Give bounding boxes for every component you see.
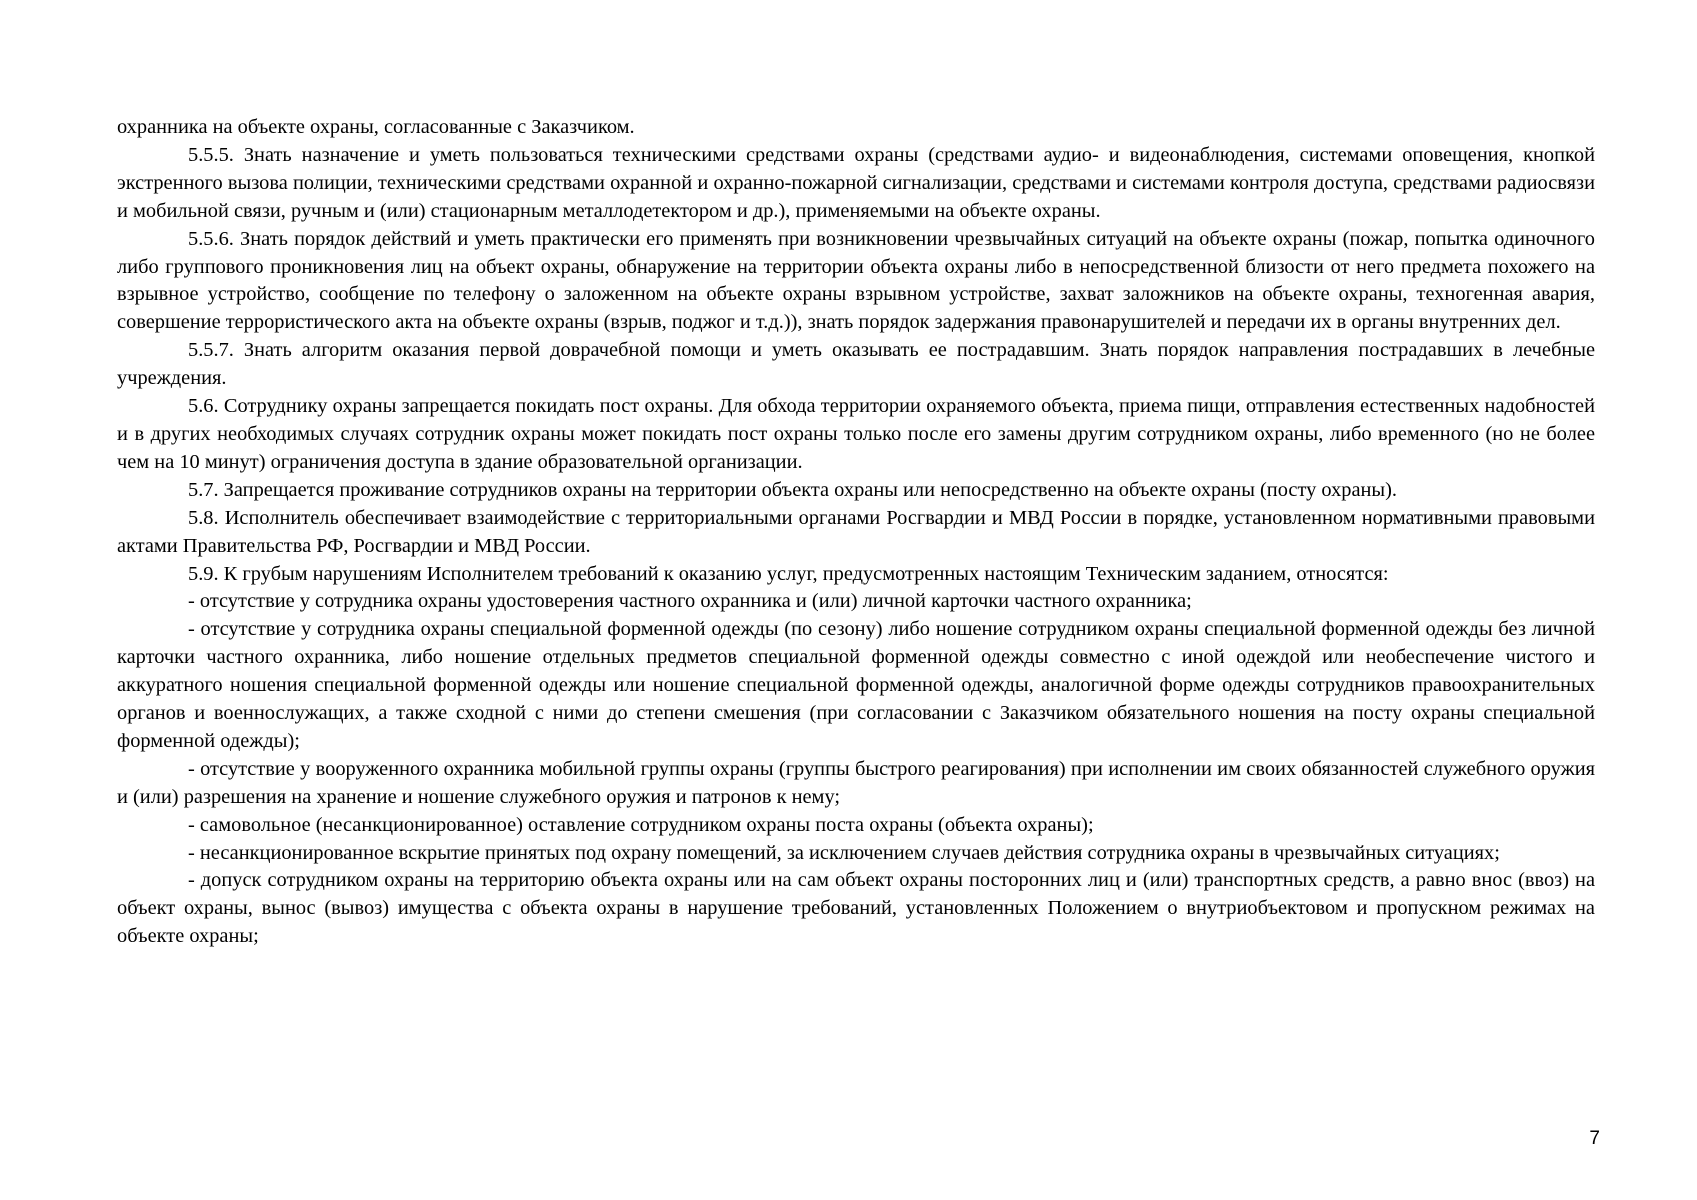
paragraph-continuation: охранника на объекте охраны, согласованные с Заказчиком. [117,116,635,138]
list-item-violation: - самовольное (несанкционированное) оставление сотрудником охраны поста охраны (объекта охраны); [188,813,1094,836]
list-item-violation: - несанкционированное вскрытие принятых под охрану помещений, за исключением случаев действия сотрудника охраны в чрезвычайных ситуациях; [188,841,1500,864]
paragraph-5-5-7: 5.5.7. Знать алгоритм оказания первой доврачебной помощи и уметь оказывать ее пострадавшим. Знать порядок направления пострадавших в лечебные учреждения. [117,339,1595,390]
paragraph-5-6: 5.6. Сотруднику охраны запрещается покидать пост охраны. Для обхода территории охраняемого объекта, приема пищи, отправления естественных надобностей и в других необходимых случаях сотрудник охраны может покидать пост охраны только после его замены другим сотрудником охраны, либо временного (но не более чем на 10 минут) ограничения доступа в здание образовательной организации. [117,395,1595,473]
page-number: 7 [1589,1128,1600,1149]
list-item-violation: - отсутствие у сотрудника охраны удостоверения частного охранника и (или) личной карточки частного охранника; [188,590,1192,613]
list-item-violation: - допуск сотрудником охраны на территорию объекта охраны или на сам объект охраны посторонних лиц и (или) транспортных средств, а равно внос (ввоз) на объект охраны, вынос (вывоз) имущества с объекта охраны в нарушение требований, установленных Положением о внутриобъектовом и пропускном режимах на объекте охраны; [117,869,1595,948]
paragraph-5-8: 5.8. Исполнитель обеспечивает взаимодействие с территориальными органами Росгвардии и МВД России в порядке, установленном нормативными правовыми актами Правительства РФ, Росгвардии и МВД России. [117,506,1595,557]
document-body [117,114,1595,951]
list-item-violation: - отсутствие у вооруженного охранника мобильной группы охраны (группы быстрого реагирования) при исполнении им своих обязанностей служебного оружия и (или) разрешения на хранение и ношение служебного оружия и патронов к нему; [117,757,1595,808]
paragraph-5-5-6: 5.5.6. Знать порядок действий и уметь практически его применять при возникновении чрезвычайных ситуаций на объекте охраны (пожар, попытка одиночного либо группового проникновения лиц на объект охраны, обнаружение на территории объекта охраны либо в непосредственной близости от него предмета похожего на взрывное устройство, сообщение по телефону о заложенном на объекте охраны взрывном устройстве, захват заложников на объекте охраны, техногенная авария, совершение террористического акта на объекте охраны (взрыв, поджог и т.д.)), знать порядок задержания правонарушителей и передачи их в органы внутренних дел. [117,227,1595,334]
list-item-violation: - отсутствие у сотрудника охраны специальной форменной одежды (по сезону) либо ношение сотрудником охраны специальной форменной одежды без личной карточки частного охранника, либо ношение отдельных предметов специальной форменной одежды совместно с иной одеждой или необеспечение чистого и аккуратного ношения специальной форменной одежды или ношение специальной форменной одежды, аналогичной форме одежды сотрудников правоохранительных органов и военнослужащих, а также сходной с ними до степени смешения (при согласовании с Заказчиком обязательного ношения на посту охраны специальной форменной одежды); [117,618,1595,752]
paragraph-5-5-5: 5.5.5. Знать назначение и уметь пользоваться техническими средствами охраны (средствами аудио- и видеонаблюдения, системами оповещения, кнопкой экстренного вызова полиции, техническими средствами охранной и охранно-пожарной сигнализации, средствами и системами контроля доступа, средствами радиосвязи и мобильной связи, ручным и (или) стационарным металлодетектором и др.), применяемыми на объекте охраны. [117,143,1595,222]
paragraph-5-7: 5.7. Запрещается проживание сотрудников охраны на территории объекта охраны или непосредственно на объекте охраны (посту охраны). [188,478,1398,501]
paragraph-5-9: 5.9. К грубым нарушениям Исполнителем требований к оказанию услуг, предусмотренных настоящим Техническим заданием, относятся: [188,562,1389,585]
